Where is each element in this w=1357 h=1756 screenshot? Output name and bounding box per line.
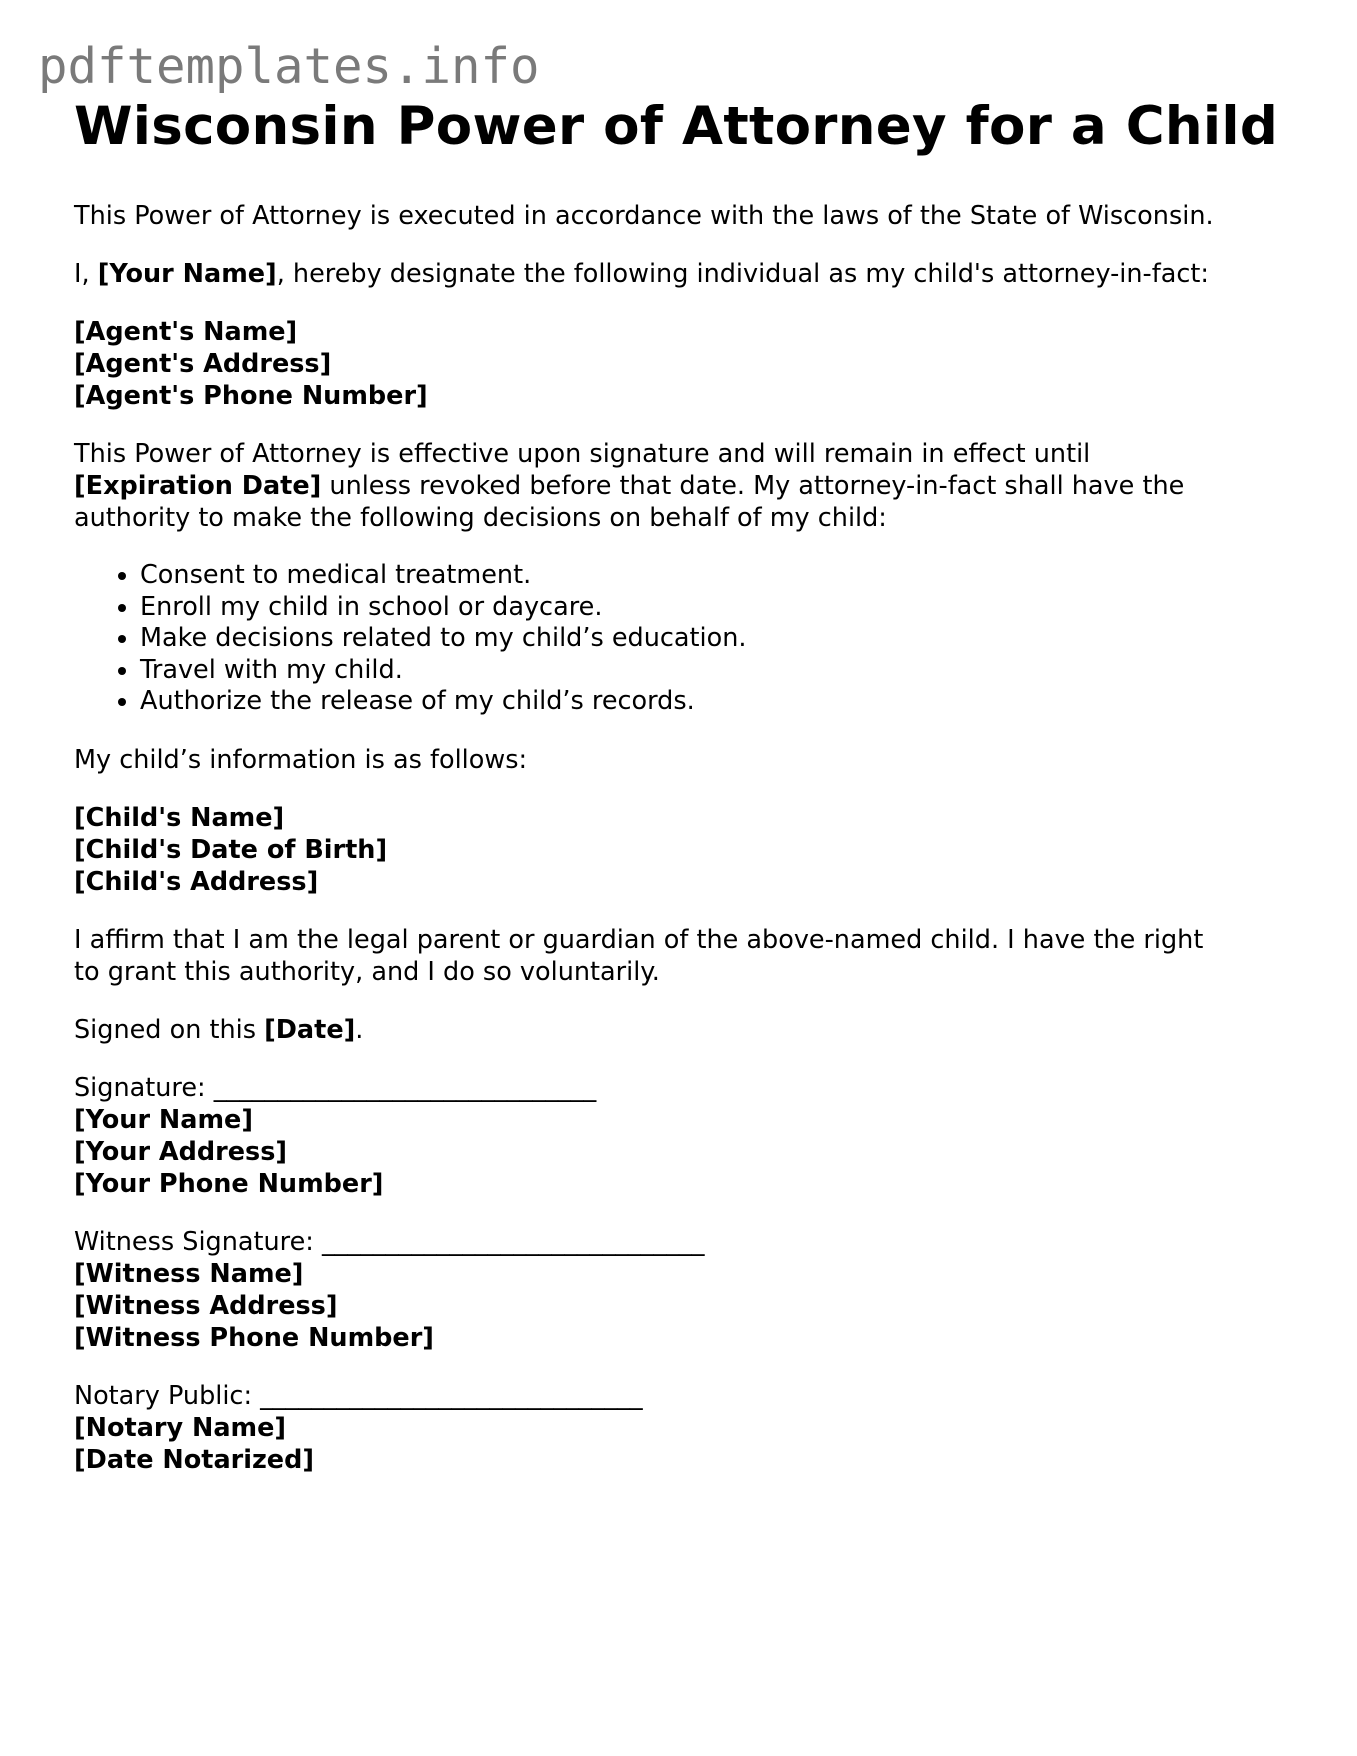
list-item: • Travel with my child.	[140, 655, 1304, 687]
agent-name: [Agent's Name]	[74, 317, 298, 347]
list-item: • Consent to medical treatment.	[140, 560, 1304, 592]
witness-signature-line[interactable]: Witness Signature: ______________________________	[74, 1226, 705, 1257]
witness-block	[74, 1226, 1304, 1354]
designation-prefix: I,	[74, 259, 98, 289]
notary-signature-line[interactable]: Notary Public: ______________________________	[74, 1380, 643, 1411]
child-address: [Child's Address]	[74, 866, 319, 897]
effective-paragraph	[74, 438, 1304, 534]
child-dob: [Child's Date of Birth]	[74, 834, 388, 865]
agent-phone: [Agent's Phone Number]	[74, 381, 428, 411]
effective-line-2-rest: unless revoked before that date. My attorney-in-fact shall have the	[321, 471, 1185, 501]
designation-suffix: , hereby designate the following individual as my child's attorney-in-fact:	[276, 259, 1209, 289]
signer-name: [Your Name]	[74, 1104, 253, 1135]
signature-block	[74, 1072, 1304, 1200]
affirmation-paragraph	[74, 924, 1304, 988]
watermark: pdftemplates.info	[38, 38, 540, 95]
witness-name: [Witness Name]	[74, 1258, 304, 1289]
signed-on-line	[74, 1014, 1304, 1046]
signer-address: [Your Address]	[74, 1136, 288, 1167]
powers-list	[74, 560, 1304, 718]
child-intro: My child’s information is as follows:	[74, 744, 528, 775]
designation-paragraph	[74, 258, 1304, 290]
child-name: [Child's Name]	[74, 802, 285, 833]
signature-line[interactable]: Signature: ______________________________	[74, 1072, 597, 1103]
agent-block	[74, 316, 1304, 412]
signed-suffix: .	[355, 1014, 364, 1045]
intro-paragraph: This Power of Attorney is executed in accordance with the laws of the State of Wisconsin.	[74, 201, 1214, 231]
signer-phone: [Your Phone Number]	[74, 1168, 384, 1199]
child-block	[74, 802, 1304, 898]
notary-block	[74, 1380, 1304, 1476]
effective-line-3: authority to make the following decisions on behalf of my child:	[74, 503, 887, 533]
affirmation-line-1: I affirm that I am the legal parent or guardian of the above-named child. I have the right	[74, 924, 1204, 955]
list-item: • Make decisions related to my child’s education.	[140, 623, 1304, 655]
page-title: Wisconsin Power of Attorney for a Child	[74, 96, 1279, 157]
notary-name: [Notary Name]	[74, 1412, 287, 1443]
date-notarized: [Date Notarized]	[74, 1444, 315, 1475]
affirmation-line-2: to grant this authority, and I do so voluntarily.	[74, 956, 660, 987]
witness-address: [Witness Address]	[74, 1290, 338, 1321]
list-item: • Enroll my child in school or daycare.	[140, 592, 1304, 624]
signed-date-placeholder: [Date]	[264, 1014, 356, 1045]
witness-phone: [Witness Phone Number]	[74, 1322, 434, 1353]
list-item: • Authorize the release of my child’s records.	[140, 686, 1304, 718]
effective-line-1: This Power of Attorney is effective upon signature and will remain in effect until	[74, 439, 1091, 469]
your-name-placeholder: [Your Name]	[97, 259, 277, 289]
expiration-date-placeholder: [Expiration Date]	[74, 471, 322, 501]
agent-address: [Agent's Address]	[74, 349, 332, 379]
document-body	[74, 96, 1304, 1476]
signed-prefix: Signed on this	[74, 1014, 265, 1045]
effective-line-2	[74, 470, 1304, 502]
